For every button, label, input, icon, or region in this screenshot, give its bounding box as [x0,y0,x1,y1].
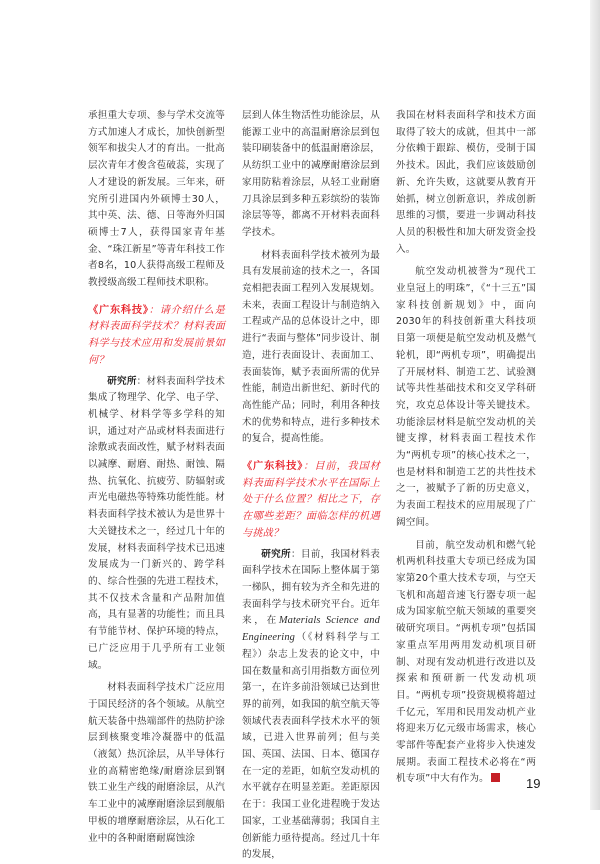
answer-speaker: 研究所 [261,548,291,560]
interview-question [242,458,380,543]
paragraph: 承担重大专项、参与学术交流等方式加速人才成长，加快创新型领军和拔尖人才的育出。一批高层次青年才俊含苞破蕊，实现了人才建设的新发展。三年来，研究所引进国内外硕博士30人，其中英、法、德、日等海外归国硕博士7人，获得国家青年基金、“珠江新星”等青年科技工作者8名，10人获得高级工程师及教授级高级工程师技术职称。 [88,110,225,289]
interview-answer [88,374,225,675]
column-2 [242,108,380,864]
paragraph: 层到人体生物活性功能涂层，从能源工业中的高温耐磨涂层到包装印刷装备中的低温耐磨涂层，从纺织工业中的减摩耐磨涂层到家用防粘着涂层，从轻工业耐磨刀具涂层到多种五彩缤纷的装饰涂层等等，都离不开材料表面科学技术。 [242,110,380,238]
interview-answer [242,547,380,864]
answer-text: ：目前，我国材料表面科学技术在国际上整体属于第一梯队，拥有较为齐全和先进的表面科学与技术研究平台。近年来，在 [242,548,380,627]
paragraph [396,538,536,789]
paragraph-text: 目前，航空发动机和燃气轮机两机科技重大专项已经成为国家第20个重大技术专项，与空天飞机和高超音速飞行器专项一起成为国家航空航天领域的重要突破研究项目。“两机专项”包括国家重点军用两用发动机项目研制、对现有发动机进行改进以及探索和预研新一代发动机项目。“两机专项”投资规模将超过千亿元，军用和民用发动机产业将迎来万亿元级市场需求，核心零部件等配套产业将步入快速发展期。表面工程技术必将在“两机专项”中大有作为。 [396,539,536,785]
answer-text: ：材料表面科学技术集成了物理学、化学、电子学、机械学、材料学等多学科的知识，通过对产品或材料表面进行涂敷或表面改性，赋予材料表面以减摩、耐磨、耐热、耐蚀、隔热、抗氧化、抗疲劳、防辐射或声光电磁热等特殊功能性能。材料表面科学技术被认为是世界十大关键技术之一，经过几十年的发展，材料表面科学技术已迅速发展成为一门新兴的、跨学科的、综合性强的先进工程技术，其不仅技术含量和产品附加值高，具有显著的功能性；而且具有节能节材、保护环境的特点，已广泛应用于几乎所有工业领域。 [88,375,226,671]
end-mark-icon [491,773,500,782]
interview-question [88,302,225,370]
paragraph: 材料表面科学技术被列为最具有发展前途的技术之一，各国竞相把表面工程列入发展规划。未来，表面工程设计与制造纳入工程或产品的总体设计之中，即进行“表面与整体”同步设计、制造，进行表面设计、表面加工、表面装饰，赋予表面所需的优异性能，制造出新世纪、新时代的高性能产品；同时，利用各种技术的优势和特点，进行多种技术的复合，提高性能。 [242,249,380,445]
page-number: 19 [526,776,541,791]
paragraph: 我国在材料表面科学和技术方面取得了较大的成就，但其中一部分依赖于跟踪、模仿，受制于国外技术。因此，我们应该鼓励创新、允许失败，这就要从教育开始抓，树立创新意识，养成创新思维的习惯，要进一步调动科技人员的积极性和加大研发资金投入。 [396,110,536,255]
question-source: 《广东科技》 [242,460,304,473]
answer-speaker: 研究所 [107,375,137,387]
column-3 [396,108,536,788]
question-text: ：请介绍什么是材料表面科学技术？材料表面科学与技术应用和发展前景如何？ [88,304,225,366]
paragraph: 航空发动机被誉为“现代工业皇冠上的明珠”，《“十三五”国家科技创新规划》中，面向2030年的科技创新重大科技项目第一项便是航空发动机及燃气轮机，即“两机专项”，明确提出了开展材料、制造工艺、试验测试等共性基础技术和交叉学科研究，攻克总体设计等关键技术。功能涂层材料是航空发动机的关键支撑，材料表面工程技术作为“两机专项”的核心技术之一，也是材料和制造工艺的共性技术之一，被赋予了新的历史意义，为表面工程技术的应用展现了广阔空间。 [396,266,536,528]
page-edge [590,0,600,810]
paragraph: 材料表面科学技术广泛应用于国民经济的各个领域。从航空航天装备中热端部件的热防护涂层到核聚变堆冷凝器中的低温（液氮）热沉涂层，从半导体行业的高精密绝缘/耐磨涂层到钢铁工业生产线的耐磨涂层，从汽车工业中的减摩耐磨涂层到舰船甲板的增摩耐磨涂层，从石化工业中的各种耐磨耐腐蚀涂 [88,682,225,844]
column-1 [88,108,225,847]
journal-title: Materials Science and Engineering [242,615,381,644]
answer-text: （《材料科学与工程》）杂志上发表的论文中，中国在数量和高引用指数方面位列第一，在许多前沿领域已达到世界的前列，如我国的航空航天等领域代表表面科学技术水平的领域，已进入世界前列；但与美国、英国、法国、日本、德国存在一定的差距，如航空发动机的水平就存在明显差距。差距原因在于：我国工业化进程晚于发达国家，工业基础薄弱；我国自主创新能力亟待提高。经过几十年的发展， [242,632,380,861]
question-text: ：目前，我国材料表面科学技术水平在国际上处于什么位置？相比之下，存在哪些差距？面临怎样的机遇与挑战？ [242,461,380,539]
question-source: 《广东科技》 [88,303,149,316]
